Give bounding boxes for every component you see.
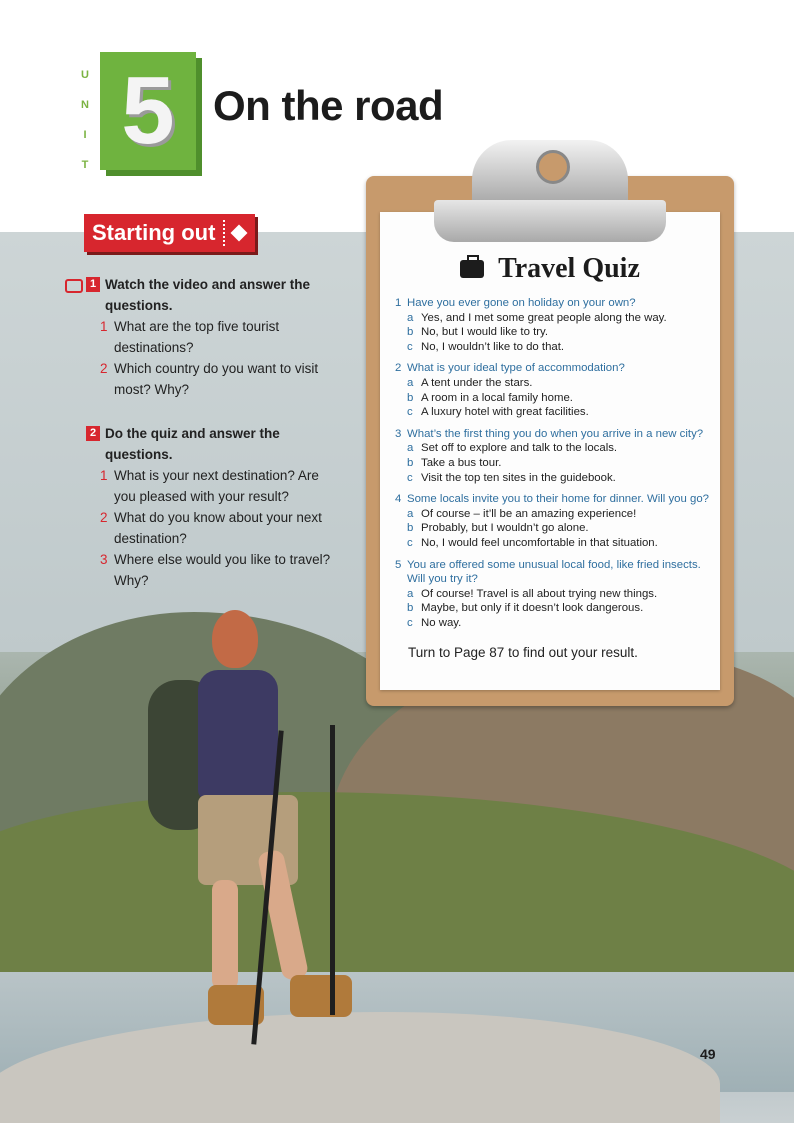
unit-letter: I xyxy=(83,129,87,141)
option-letter: b xyxy=(407,391,414,404)
option-letter: c xyxy=(407,536,413,549)
video-icon xyxy=(65,279,83,293)
hiker-head xyxy=(212,610,258,668)
question-number: 4 xyxy=(395,493,402,506)
clip-plate xyxy=(434,200,666,242)
item-number: 3 xyxy=(100,552,108,567)
quiz-question xyxy=(395,558,713,631)
item-number: 2 xyxy=(100,361,108,376)
option-text: No, but I would like to try. xyxy=(421,326,549,339)
option-text: No way. xyxy=(421,616,462,629)
quiz-title xyxy=(380,253,720,285)
question-number: 3 xyxy=(395,427,402,440)
option-text: A tent under the stars. xyxy=(421,376,533,389)
option-text: A room in a local family home. xyxy=(421,391,573,404)
option-letter: a xyxy=(407,311,414,324)
item-number: 2 xyxy=(100,510,108,525)
option-letter: b xyxy=(407,602,414,615)
exercise-item xyxy=(100,358,338,400)
quiz-questions xyxy=(395,296,713,637)
option-text: No, I would feel uncomfortable in that situation. xyxy=(421,536,658,549)
quiz-question xyxy=(395,361,713,419)
option-letter: a xyxy=(407,442,414,455)
exercise-instruction: Watch the video and answer the questions. xyxy=(105,277,311,313)
option-letter: c xyxy=(407,406,413,419)
trekking-pole xyxy=(330,725,335,1015)
option-letter: c xyxy=(407,340,413,353)
option-letter: c xyxy=(407,471,413,484)
option-text: No, I wouldn’t like to do that. xyxy=(421,340,565,353)
item-text: Which country do you want to visit most? Why? xyxy=(114,361,319,397)
question-number: 2 xyxy=(395,362,402,375)
question-text: Have you ever gone on holiday on your own? xyxy=(407,297,636,309)
question-text: What’s the first thing you do when you arrive in a new city? xyxy=(407,427,704,440)
quiz-footer: Turn to Page 87 to find out your result. xyxy=(408,645,638,660)
question-text: What is your ideal type of accommodation? xyxy=(407,362,625,375)
item-text: What do you know about your next destination? xyxy=(114,510,322,546)
unit-title: On the road xyxy=(213,82,444,129)
option-letter: a xyxy=(407,376,414,389)
quiz-title-text: Travel Quiz xyxy=(498,253,640,284)
hiker-torso xyxy=(198,670,278,800)
quiz-question xyxy=(395,492,713,550)
hiker-figure xyxy=(120,610,380,1050)
item-number: 1 xyxy=(100,468,108,483)
suitcase-icon xyxy=(460,260,484,278)
exercise-number: 2 xyxy=(86,426,100,441)
diamond-icon xyxy=(231,225,248,242)
question-text: Some locals invite you to their home for dinner. Will you go? xyxy=(407,493,710,506)
option-text: Set off to explore and talk to the locals. xyxy=(421,442,618,455)
question-number: 1 xyxy=(395,297,402,309)
clip-hole xyxy=(536,150,570,184)
exercise-instruction: Do the quiz and answer the questions. xyxy=(105,426,280,462)
option-letter: a xyxy=(407,507,414,520)
option-letter: b xyxy=(407,456,414,469)
item-text: What is your next destination? Are you pleased with your result? xyxy=(114,468,319,504)
option-text: Probably, but I wouldn’t go alone. xyxy=(421,522,589,535)
option-text: Of course – it’ll be an amazing experience! xyxy=(421,507,637,520)
unit-label xyxy=(79,60,91,180)
exercise-item xyxy=(100,507,338,549)
quiz-question xyxy=(395,296,713,354)
option-text: Take a bus tour. xyxy=(421,456,502,469)
banner-divider xyxy=(223,220,225,246)
item-number: 1 xyxy=(100,319,108,334)
unit-number: 5 xyxy=(121,57,175,164)
exercise-1 xyxy=(58,274,338,400)
option-letter: a xyxy=(407,587,414,600)
option-text: Of course! Travel is all about trying new things. xyxy=(421,587,658,600)
exercise-item xyxy=(100,465,338,507)
hiker-leg xyxy=(212,880,238,990)
unit-letter: T xyxy=(81,159,89,171)
quiz-question xyxy=(395,427,713,485)
item-text: Where else would you like to travel? Why? xyxy=(114,552,331,588)
option-letter: b xyxy=(407,326,414,339)
banner-label: Starting out xyxy=(92,220,216,245)
option-text: Yes, and I met some great people along the way. xyxy=(421,311,667,324)
unit-letter: U xyxy=(81,69,89,81)
unit-number-box xyxy=(100,52,196,170)
option-text: A luxury hotel with great facilities. xyxy=(421,406,589,419)
exercise-2 xyxy=(58,423,338,591)
option-text: Visit the top ten sites in the guidebook. xyxy=(421,471,616,484)
item-text: What are the top five tourist destinations? xyxy=(114,319,280,355)
page-number: 49 xyxy=(700,1046,716,1062)
exercise-number: 1 xyxy=(86,277,100,292)
question-number: 5 xyxy=(395,558,402,571)
hiker-boot xyxy=(290,975,352,1017)
unit-letter: N xyxy=(81,99,89,111)
exercise-item xyxy=(100,316,338,358)
option-letter: b xyxy=(407,522,414,535)
question-text: You are offered some unusual local food, like fried insects. Will you try it? xyxy=(407,558,701,586)
starting-out-banner xyxy=(84,214,255,252)
option-text: Maybe, but only if it doesn’t look dangerous. xyxy=(421,602,644,615)
option-letter: c xyxy=(407,616,413,629)
exercise-item xyxy=(100,549,338,591)
